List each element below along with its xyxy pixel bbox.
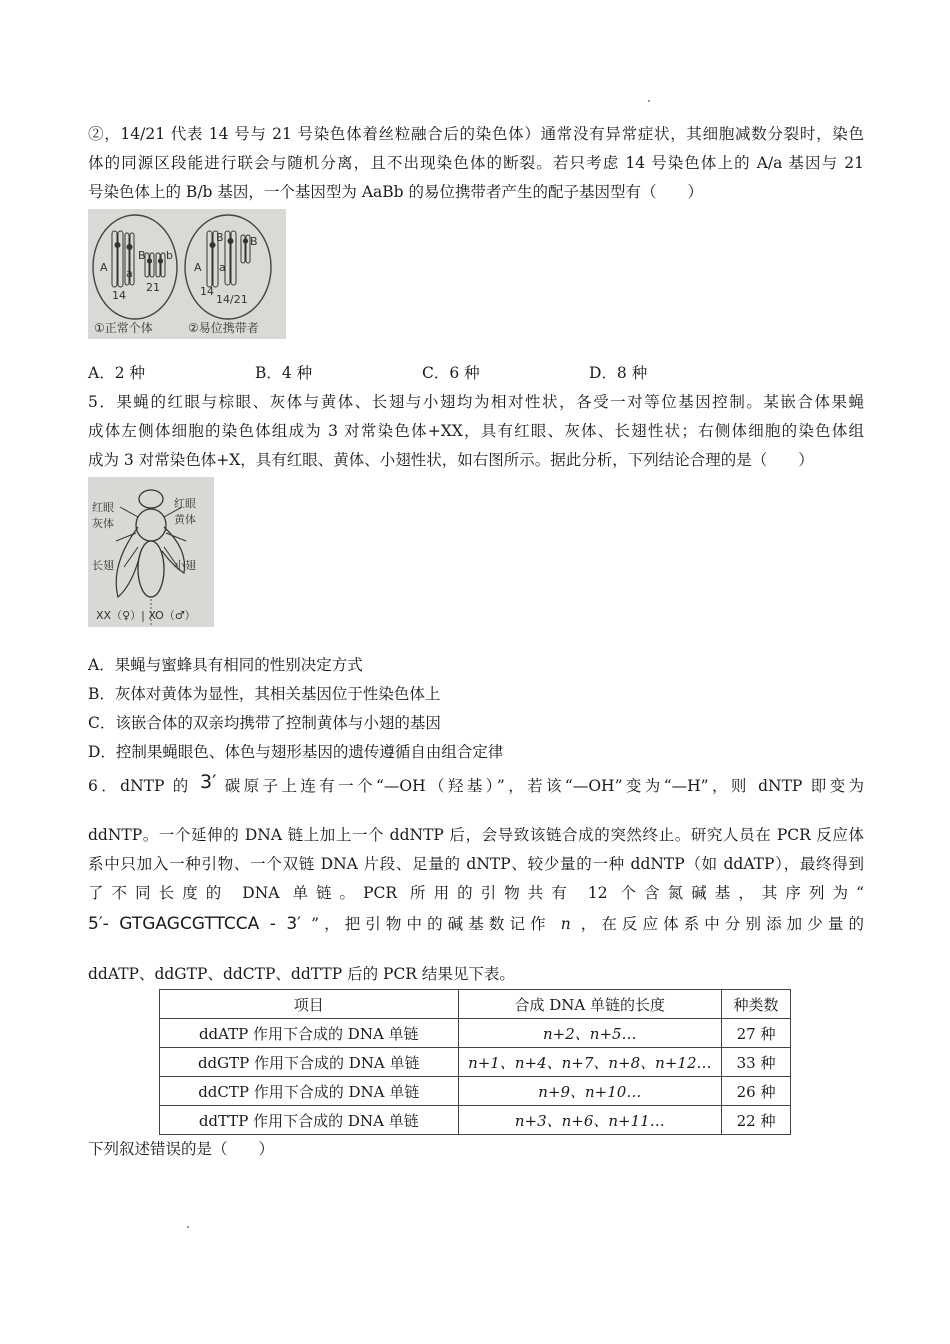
- cell-item: ddGTP 作用下合成的 DNA 单链: [160, 1048, 459, 1077]
- q6-line-1: [88, 767, 864, 801]
- q4-option-c[interactable]: C．6 种: [422, 364, 480, 382]
- table-row: [160, 1077, 791, 1106]
- gene-label-B-carrier-1: B: [216, 231, 224, 244]
- q5-option-d[interactable]: D．控制果蝇眼色、体色与翅形基因的遗传遵循自由组合定律: [88, 743, 504, 761]
- q5-line-1: 5．果蝇的红眼与棕眼、灰体与黄体、长翅与小翅均为相对性状，各受一对等位基因控制。某嵌合体果蝇: [88, 393, 864, 411]
- gene-label-a-carrier: a: [219, 261, 226, 274]
- cell-length: n+9、n+10…: [458, 1077, 722, 1106]
- table-row: [160, 1106, 791, 1135]
- q6-line-6: ddATP、ddGTP、ddCTP、ddTTP 后的 PCR 结果见下表。: [88, 965, 515, 983]
- fruitfly-figure: [88, 477, 214, 627]
- cell-length: n+2、n+5…: [458, 1019, 722, 1048]
- q4-options: [88, 359, 864, 388]
- chromosome-21-label: 21: [146, 281, 160, 294]
- q6-closing: 下列叙述错误的是（ ）: [88, 1140, 275, 1158]
- cell-item: ddCTP 作用下合成的 DNA 单链: [160, 1077, 459, 1106]
- cell-item: ddTTP 作用下合成的 DNA 单链: [160, 1106, 459, 1135]
- q4-line-1: ②，14/21 代表 14 号与 21 号染色体着丝粒融合后的染色体）通常没有异常症状，其细胞减数分裂时，染色: [88, 125, 864, 143]
- q6-line-3: 系中只加入一种引物、一个双链 DNA 片段、足量的 dNTP、较少量的一种 ddNTP（如 ddATP），最终得到: [88, 855, 864, 873]
- cell-item: ddATP 作用下合成的 DNA 单链: [160, 1019, 459, 1048]
- q5-line-2: 成体左侧体细胞的染色体组成为 3 对常染色体+XX，具有红眼、灰体、长翅性状；右侧体细胞的染色体组: [88, 422, 864, 440]
- gene-label-A: A: [100, 261, 108, 274]
- q6-line-1-start: 6．dNTP 的: [88, 777, 192, 795]
- scan-dot: [187, 1226, 189, 1228]
- q5-option-a[interactable]: A．果蝇与蜜蜂具有相同的性别决定方式: [88, 656, 363, 674]
- q6-line-2: ddNTP。一个延伸的 DNA 链上加上一个 ddNTP 后，会导致该链合成的突然终止。研究人员在 PCR 反应体: [88, 826, 864, 844]
- header-count: 种类数: [722, 990, 791, 1019]
- label-yellow-body: 黄体: [174, 513, 196, 526]
- label-sex-chromosomes: XX（♀）| XO（♂）: [96, 609, 196, 622]
- q6-line-5-end: ，在反应体系中分别添加少量的: [580, 915, 864, 933]
- chromosome-figure: [88, 209, 286, 339]
- cell-count: 26 种: [722, 1077, 791, 1106]
- chromosome-14-label: 14: [112, 289, 126, 302]
- q4-option-d[interactable]: D．8 种: [589, 364, 648, 382]
- header-length: 合成 DNA 单链的长度: [458, 990, 722, 1019]
- q5-line-3: 成为 3 对常染色体+X，具有红眼、黄体、小翅性状，如右图所示。据此分析，下列结论合理的是（ ）: [88, 451, 814, 469]
- q6-line-5: [88, 908, 864, 940]
- caption-carrier: ②易位携带者: [188, 321, 259, 335]
- variable-n: n: [560, 915, 571, 933]
- q6-line-1-end: 碳原子上连有一个“—OH（羟基）”，若该“—OH”变为“—H”，则 dNTP 即变为: [224, 777, 864, 795]
- chromosome-14-21-label: 14/21: [216, 293, 248, 306]
- gene-label-a: a: [126, 267, 133, 280]
- table-row: [160, 1048, 791, 1077]
- table-row: [160, 1019, 791, 1048]
- caption-normal: ①正常个体: [94, 321, 153, 335]
- q5-option-b[interactable]: B．灰体对黄体为显性，其相关基因位于性染色体上: [88, 685, 441, 703]
- cell-length: n+3、n+6、n+11…: [458, 1106, 722, 1135]
- q6-line-5-mid: ”，把引物中的碱基数记作: [311, 915, 551, 933]
- gene-label-B: B: [138, 249, 146, 262]
- label-red-eye-right: 红眼: [174, 497, 196, 510]
- scan-dot: [648, 100, 650, 102]
- q6-line-4: 了不同长度的 DNA 单链。PCR 所用的引物共有 12 个含氮碱基，其序列为“: [88, 884, 864, 902]
- q4-option-b[interactable]: B．4 种: [255, 364, 313, 382]
- document-page: [88, 120, 864, 1164]
- label-gray-body: 灰体: [92, 517, 114, 530]
- label-small-wing: 小翅: [174, 559, 196, 572]
- gene-label-b: b: [166, 249, 173, 262]
- header-item: 项目: [160, 990, 459, 1019]
- chromosome-14-carrier-label: 14: [200, 285, 214, 298]
- label-red-eye-left: 红眼: [92, 501, 114, 514]
- pcr-results-table: [159, 989, 791, 1135]
- label-long-wing: 长翅: [92, 559, 114, 572]
- gene-label-B-carrier-2: B: [250, 235, 258, 248]
- three-prime-symbol: 3′: [200, 771, 217, 793]
- q4-line-3: 号染色体上的 B/b 基因，一个基因型为 AaBb 的易位携带者产生的配子基因型有（ ）: [88, 183, 703, 201]
- q5-option-c[interactable]: C．该嵌合体的双亲均携带了控制黄体与小翅的基因: [88, 714, 441, 732]
- table-header-row: [160, 990, 791, 1019]
- cell-length: n+1、n+4、n+7、n+8、n+12…: [458, 1048, 722, 1077]
- cell-count: 22 种: [722, 1106, 791, 1135]
- cell-count: 33 种: [722, 1048, 791, 1077]
- q4-line-2: 体的同源区段能进行联会与随机分离，且不出现染色体的断裂。若只考虑 14 号染色体上的 A/a 基因与 21: [88, 154, 864, 172]
- cell-count: 27 种: [722, 1019, 791, 1048]
- primer-sequence: 5′- GTGAGCGTTCCA - 3′: [88, 914, 302, 934]
- q4-option-a[interactable]: A．2 种: [88, 364, 145, 382]
- gene-label-A-carrier: A: [194, 261, 202, 274]
